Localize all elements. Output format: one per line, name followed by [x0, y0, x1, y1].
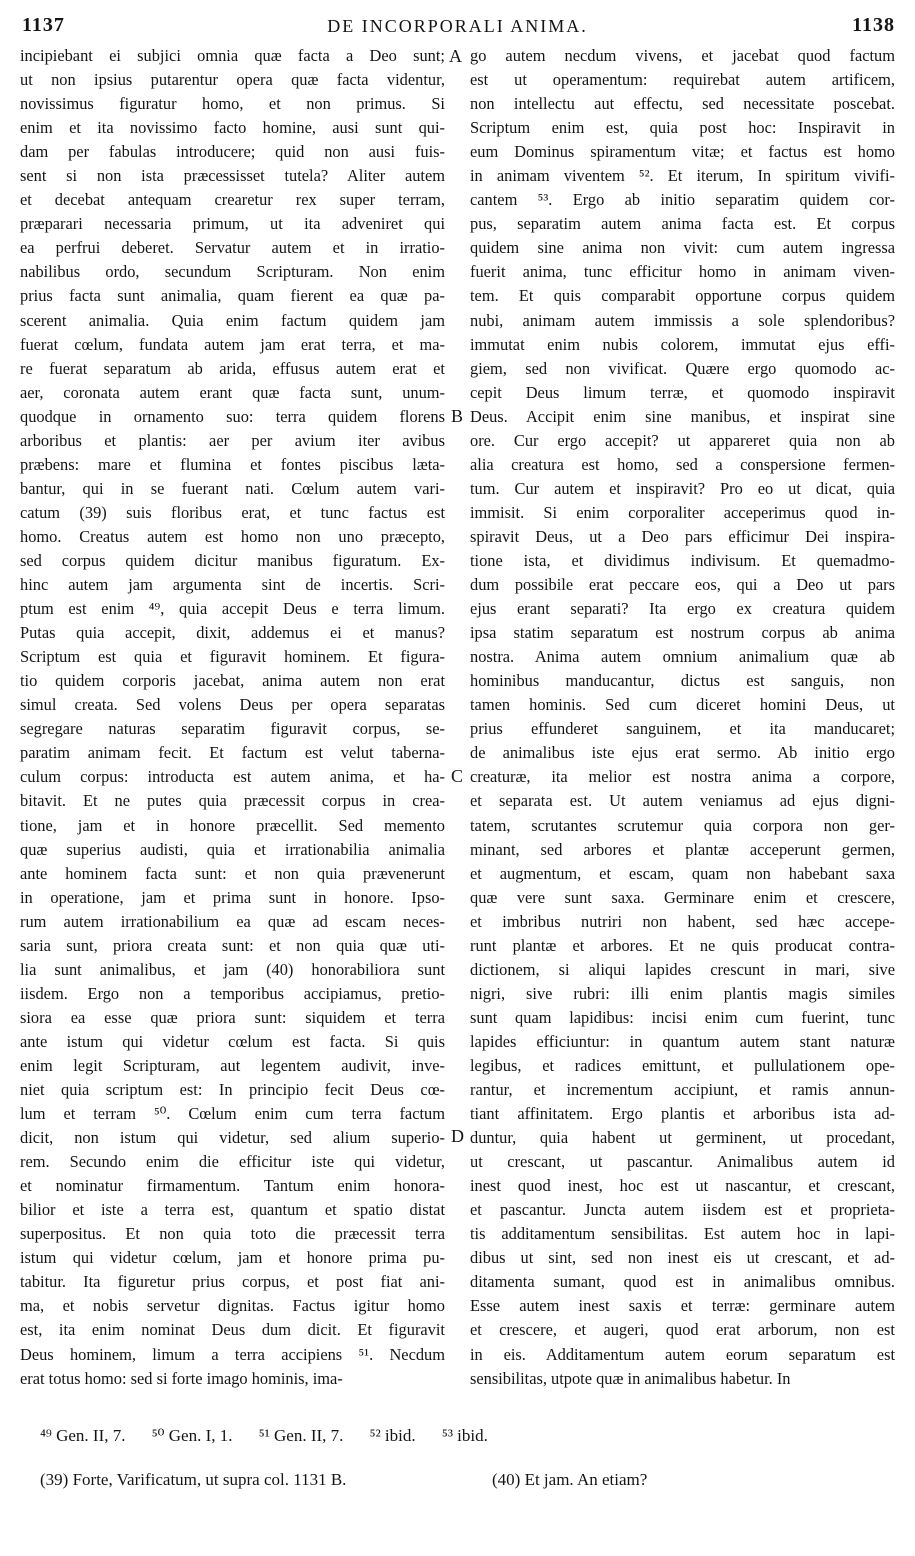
text-line: est, ita enim nominat Deus dum dicit. Et figuravit — [20, 1320, 445, 1340]
text-line: iisdem. Ergo non a temporibus accipiamus, pretio- — [20, 983, 445, 1003]
text-line: quodque in ornamento suo: terra quidem florens — [20, 406, 445, 426]
text-line: sensibilitas, utpote quæ in animalibus habetur. In — [470, 1368, 791, 1388]
text-line: est ut operamentum: requirebat autem artificem, — [470, 70, 895, 90]
text-line: fuerit anima, tunc efficitur homo in animam viven- — [470, 262, 895, 282]
text-line: dum possibile erat peccare eos, qui a Deo ut pars — [470, 575, 895, 595]
text-line: tum. Cur autem et inspiravit? Pro eo ut dicat, quia — [470, 478, 895, 498]
text-line: enim et ita novissimo facto homine, ausi sunt qui- — [20, 118, 445, 138]
text-line: istum qui videtur cœlum, jam et honore prima pu- — [20, 1248, 445, 1268]
text-line: præbens: mare et flumina et fontes piscibus læta- — [20, 454, 445, 474]
text-line: et augmentum, et escam, quam non habebant saxa — [470, 863, 895, 883]
text-line: fuerat cœlum, fundata autem jam erat terra, et ma- — [20, 334, 445, 354]
column-number-right: 1138 — [852, 14, 895, 36]
text-line: bitavit. Et ne putes quia præcessit corpus in crea- — [20, 791, 445, 811]
text-line: ma, et nobis servetur dignitas. Factus igitur homo — [20, 1296, 445, 1316]
text-line: tio quidem corporis jacebat, anima autem non erat — [20, 671, 445, 691]
text-line: ut non ipsius putarentur opera quæ facta videntur, — [20, 70, 445, 90]
text-line: homo. Creatus autem est homo non uno præcepto, — [20, 526, 445, 546]
text-line: segregare naturas separatim figuravit corpus, se- — [20, 719, 445, 739]
column-number-left: 1137 — [22, 14, 65, 36]
text-line: ejus erant separati? Ita ergo ex creatura quidem — [470, 599, 895, 619]
text-line: de animalibus iste ejus erat sermo. Ab initio ergo — [470, 743, 895, 763]
text-line: niet quia scriptum est: In principio fecit Deus cœ- — [20, 1080, 445, 1100]
text-line: et imbribus nutriri non habent, sed hæc accepe- — [470, 911, 895, 931]
text-line: inest quod inest, hoc est ut nascantur, et crescant, — [470, 1176, 895, 1196]
text-line: sent si non ista præcessisset tutela? Aliter autem — [20, 166, 445, 186]
text-line: ore. Cur ergo accepit? ut appareret quia non ab — [470, 430, 895, 450]
text-line: dicit, non istum qui videtur, sed alium superio- — [20, 1128, 445, 1148]
text-line: re fuerat separatum ab arida, effusus autem erat et — [20, 358, 445, 378]
text-line: rem. Secundo enim die efficitur iste qui videtur, — [20, 1152, 445, 1172]
text-line: bantur, qui in se fuerant nati. Cœlum autem vari- — [20, 478, 445, 498]
text-line: et separata est. Ut autem veniamus ad ejus digni- — [470, 791, 895, 811]
text-line: cantem ⁵³. Ergo ab initio separatim quidem cor- — [470, 190, 895, 210]
text-line: alia creatura est homo, sed a conspersione fermen- — [470, 454, 895, 474]
text-line: legibus, et radices emittunt, et pullulationem ope- — [470, 1055, 895, 1075]
text-line: in animam viventem ⁵². Et iterum, In spiritum vivifi- — [470, 166, 895, 186]
text-line: immisit. Si enim corporaliter acceperimus quod in- — [470, 502, 895, 522]
text-line: erat totus homo: sed si forte imago hominis, ima- — [20, 1368, 343, 1388]
text-line: tamen hominis. Sed cum diceret homini Deus, ut — [470, 695, 895, 715]
text-line: Deus hominem, limum a terra accipiens ⁵¹. Necdum — [20, 1344, 445, 1364]
text-line: et decebat antequam crearetur rex super terram, — [20, 190, 445, 210]
text-line: giem, sed non vivificat. Quære ergo quomodo ac- — [470, 358, 895, 378]
text-line: siora ea esse quæ priora sunt: siquidem et terra — [20, 1007, 445, 1027]
text-line: sunt quam lapidibus: incisi enim cum fuerint, tunc — [470, 1007, 895, 1027]
left-text-column — [20, 44, 445, 1391]
text-line: superpositus. Et non quia toto die præcessit terra — [20, 1224, 445, 1244]
text-line: tione, jam et in honore præcellit. Sed memento — [20, 815, 445, 835]
text-line: tis additamentum sensibilitas. Est autem hoc in lapi- — [470, 1224, 895, 1244]
text-line: Putas quia accepit, dixit, addemus ei et manus? — [20, 623, 445, 643]
text-line: quæ vere sunt saxa. Germinare enim et crescere, — [470, 887, 895, 907]
text-line: saria sunt, priora creata sunt: et non quia quæ uti- — [20, 935, 445, 955]
text-line: Esse autem inest saxis et terræ: germinare autem — [470, 1296, 895, 1316]
text-line: aer, coronata autem erant quæ facta sunt, unum- — [20, 382, 445, 402]
text-line: rum autem irrationabilium ea quæ ad escam neces- — [20, 911, 445, 931]
critical-note-40: (40) Et jam. An etiam? — [492, 1470, 648, 1489]
text-line: ut crescant, ut pascantur. Animalibus autem id — [470, 1152, 895, 1172]
text-line: tem. Et quis comparabit opportune corpus quidem — [470, 286, 895, 306]
text-line: hinc autem jam argumenta sint de incertis. Scri- — [20, 575, 445, 595]
text-line: quæ superius audisti, quia et irrationabilia animalia — [20, 839, 445, 859]
section-marker-a: A — [449, 46, 462, 66]
text-line: Scriptum est quia et figuravit hominem. Et figura- — [20, 647, 445, 667]
text-line: et nominatur firmamentum. Tantum enim honora- — [20, 1176, 445, 1196]
text-line: runt plantæ et arbores. Et ne quis producat contra- — [470, 935, 895, 955]
text-line: non intellectu aut effectu, sed necessitate poscebat. — [470, 94, 895, 114]
text-line: ipsa statim separatum est nostrum corpus ab anima — [470, 623, 895, 643]
footnote: ⁵³ ibid. — [441, 1426, 488, 1445]
text-line: dibus ut sint, sed non inest eis ut crescant, et ad- — [470, 1248, 895, 1268]
text-line: præparari necessaria primum, ut ita adveniret qui — [20, 214, 445, 234]
text-line: ante istum qui videtur cœlum est facta. Si quis — [20, 1031, 445, 1051]
page-header — [0, 0, 915, 40]
text-line: quidem sine anima non vivit: cum autem ingressa — [470, 238, 895, 258]
text-line: prius facta sunt animalia, quam fierent ea quæ pa- — [20, 286, 445, 306]
footnote: ⁵¹ Gen. II, 7. — [258, 1426, 344, 1445]
text-line: novissimus figuratur homo, et non primus. Si — [20, 94, 445, 114]
text-line: hominibus manducantur, dictus est sanguis, non — [470, 671, 895, 691]
text-line: sed corpus quidem dicitur manibus figuratum. Ex- — [20, 550, 445, 570]
text-line: nubi, animam autem immissis a sole splendoribus? — [470, 310, 895, 330]
text-line: lapides efficiuntur: in quantum autem stant naturæ — [470, 1031, 895, 1051]
text-line: Scriptum enim est, quia post hoc: Inspiravit in — [470, 118, 895, 138]
text-line: prius effunderet sanguinem, et ita manducaret; — [470, 719, 895, 739]
text-line: rantur, et incrementum accipiunt, et ramis annun- — [470, 1080, 895, 1100]
text-line: enim legit Scripturam, aut legentem audivit, inve- — [20, 1055, 445, 1075]
section-marker-c: C — [451, 766, 464, 786]
text-line: lum et terram ⁵⁰. Cœlum enim cum terra factum — [20, 1104, 445, 1124]
text-line: Deus. Accipit enim sine manibus, et inspirat sine — [470, 406, 895, 426]
text-line: nostra. Anima autem omnium animalium quæ ab — [470, 647, 895, 667]
text-line: tabitur. Ita figuretur prius corpus, et post fiat ani- — [20, 1272, 445, 1292]
text-line: minant, sed arbores et plantæ acceperunt germen, — [470, 839, 895, 859]
text-line: pus, separatim autem anima facta est. Et corpus — [470, 214, 895, 234]
text-line: bilior et iste a terra est, quantum et spatio distat — [20, 1200, 445, 1220]
text-line: dictionem, si aliqui lapides crescunt in mari, sive — [470, 959, 895, 979]
text-line: tiant affinitatem. Ergo plantis et arboribus ista ad- — [470, 1104, 895, 1124]
critical-note-39: (39) Forte, Varificatum, ut supra col. 1131 B. — [40, 1470, 347, 1489]
text-line: duntur, quia habent ut germinent, ut procedant, — [470, 1128, 895, 1148]
text-line: incipiebant ei subjici omnia quæ facta a Deo sunt; — [20, 46, 445, 65]
text-line: tione ista, et dividimus indivisum. Et quemadmo- — [470, 550, 895, 570]
text-line: eum Dominus spiramentum vitæ; et factus est homo — [470, 142, 895, 162]
text-line: culum corpus: introducta est autem anima, et ha- — [20, 767, 445, 787]
text-line: spiravit Deus, ut a Deo pars efficimur Dei inspira- — [470, 526, 895, 546]
text-line: cepit Deus limum terræ, et quomodo inspiravit — [470, 382, 895, 402]
text-line: creaturæ, ita melior est nostra anima a corpore, — [470, 767, 895, 787]
text-line: catum (39) suis floribus erat, et tunc factus est — [20, 502, 445, 522]
text-line: scerent animalia. Quia enim factum quidem jam — [20, 310, 445, 330]
text-line: arboribus et plantis: aer per avium iter avibus — [20, 430, 445, 450]
footnote: ⁵⁰ Gen. I, 1. — [151, 1426, 233, 1445]
section-marker-d: D — [451, 1126, 464, 1146]
text-line: immutat enim nubis colorem, immutat ejus effi- — [470, 334, 895, 354]
text-line: ante hominem facta sunt: et non quia prævenerunt — [20, 863, 445, 883]
text-line: ea perfrui deberet. Servatur autem et in irratio- — [20, 238, 445, 258]
text-line: et crescere, et augeri, quod erat arborum, non est — [470, 1320, 895, 1340]
text-line: et pascantur. Juncta autem iisdem est et proprieta- — [470, 1200, 895, 1220]
text-line: ditamenta sumant, quod est in animalibus omnibus. — [470, 1272, 895, 1292]
text-line: in operatione, jam et prima sunt in honore. Ipso- — [20, 887, 445, 907]
right-text-column — [470, 44, 895, 1391]
text-line: simul creata. Sed volens Deus per opera separatas — [20, 695, 445, 715]
text-line: ptum est enim ⁴⁹, quia accepit Deus e terra limum. — [20, 599, 445, 619]
text-line: paratim animam fecit. Et factum est velut taberna- — [20, 743, 445, 763]
text-line: tatem, scrutantes scrutemur quia corpora non ger- — [470, 815, 895, 835]
text-line: go autem necdum vivens, et jacebat quod factum — [470, 46, 895, 65]
text-line: in eis. Additamentum autem eorum separatum est — [470, 1344, 895, 1364]
running-title: DE INCORPORALI ANIMA. — [327, 16, 588, 36]
footnotes — [40, 1426, 900, 1446]
text-line: nabilibus ordo, secundum Scripturam. Non enim — [20, 262, 445, 282]
text-line: nigri, sive rubri: illi enim plantis magis similes — [470, 983, 895, 1003]
text-line: lia sunt animalibus, et jam (40) honorabiliora sunt — [20, 959, 445, 979]
footnote: ⁴⁹ Gen. II, 7. — [40, 1426, 126, 1445]
section-marker-b: B — [451, 406, 464, 426]
text-line: dam per fabulas introducere; quid non ausi fuis- — [20, 142, 445, 162]
footnote: ⁵² ibid. — [369, 1426, 416, 1445]
